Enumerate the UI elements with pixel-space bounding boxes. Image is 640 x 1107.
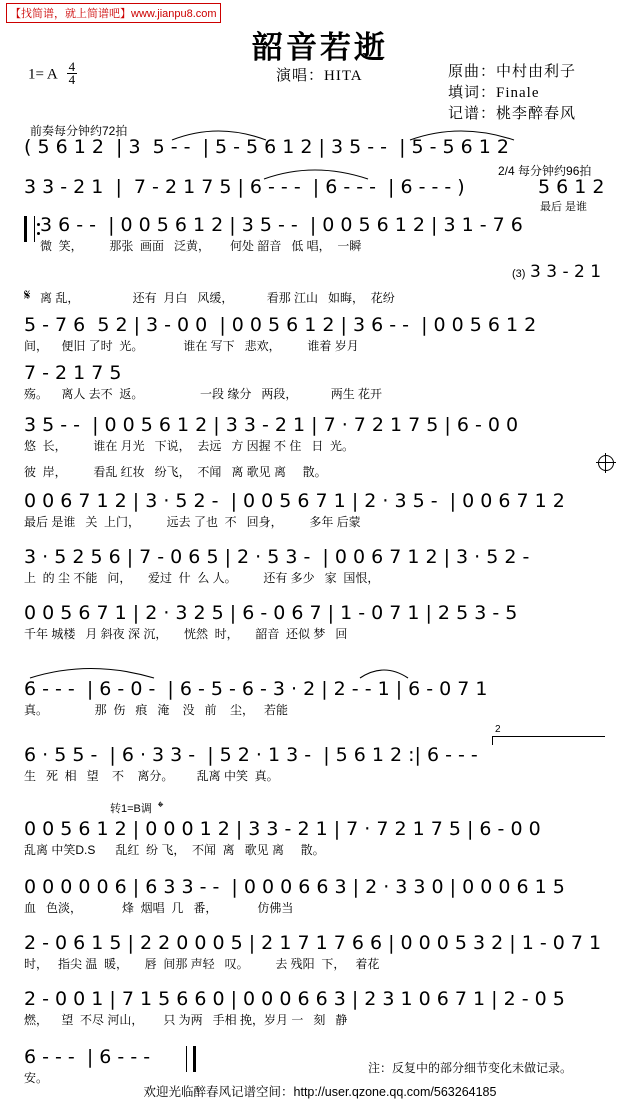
slur-mark [170,124,270,142]
music-notation: 0 0 6 7 1 2 | 3 · 5 2 - | 0 0 5 6 7 1 | 2 · 3 5 - | 0 0 6 7 1 2 [24,490,565,512]
credits-block [448,62,576,125]
coda-icon [598,455,614,471]
music-notation: 7 - 2 1 7 5 [24,362,122,384]
segno-sign: 𝄋 [24,286,31,304]
lyrics-verse-1: 悠 长， 谁在 月光 下说， 去远 方 因握 不 住 日 光。 [24,439,355,453]
music-row-2b [24,362,618,402]
music-notation: 6 · 5 5 - | 6 · 3 3 - | 5 2 · 1 3 - | 5 6 1 2 :| 6 - - - [24,744,478,766]
lyrics-verse-2: 彼 岸， 看乱 红妆 纷飞， 不闻 离 歌见 离 散。 [24,465,327,479]
credit-original: 原曲：中村由利子 [448,64,577,80]
footer-link[interactable]: 欢迎光临醉春风记谱空间：http://user.qzone.qq.com/563264185 [143,1085,497,1099]
page-title: 韶音若逝 [252,30,388,66]
repeat-start-barline [24,216,35,242]
key-signature [28,59,77,88]
lyrics-line: 上 的 尘 不能 问， 爱过 什 么 人。 还有 多少 家 国恨， [24,571,380,585]
music-row-prelude-1 [24,136,618,158]
lyrics-line: 乱离 中笑D.S 乱红 纷 飞， 不闻 离 歌见 离 散。 [24,843,325,857]
ending-number: 2 [495,724,501,735]
lyrics-verse-1: 微 笑， 那张 画面 泛黄， 何处 韶音 低 唱， 一瞬 [40,239,362,253]
music-row-2 [24,314,618,354]
site-banner: 【找简谱，就上简谱吧】www.jianpu8.com [6,3,221,23]
music-row-1b [40,288,620,306]
modulation-note: 转1=B调 [110,803,152,815]
lyrics-verse-2: 殇。 离人 去不 返。 一段 缘分 两段， 两生 花开 [24,387,383,401]
lyrics-line: 血 色淡， 烽 烟唱 几 番， 仿佛当 [24,901,294,915]
lyrics-line: 最后 是谁 关 上门， 远去 了也 不 回身， 多年 后蒙 [24,515,361,529]
time-signature-numerator: 4 [68,59,76,74]
music-notation: 2 - 0 0 1 | 7 1 5 6 6 0 | 0 0 0 6 6 3 | 2 3 1 0 6 7 1 | 2 - 0 5 [24,988,565,1010]
final-barline [186,1046,196,1072]
music-row-6 [24,602,618,642]
lyrics-line: 燃， 望 不尽 河山， 只 为两 手相 挽，岁月 一 刻 静 [24,1013,348,1027]
music-notation: 2 - 0 6 1 5 | 2 2 0 0 0 5 | 2 1 7 1 7 6 6 | 0 0 0 5 3 2 | 1 - 0 7 1 [24,932,602,954]
music-row-3b [24,462,618,480]
time-signature [67,61,78,87]
music-notation: 3 5 - - | 0 0 5 6 1 2 | 3 3 - 2 1 | 7 · 7 2 1 7 5 | 6 - 0 0 [24,414,519,436]
music-row-3 [24,414,618,454]
music-row-1 [40,214,620,254]
lyrics-verse-2: 离 乱， 还有 月白 风缓， 看那 江山 如晦， 花纷 [40,291,395,305]
lyrics-line: 千年 城楼 月 斜夜 深 沉， 恍然 时， 韶音 还似 梦 回 [24,627,348,641]
lyrics-line: 时， 指尖 温 暖， 唇 间那 声轻 叹。 去 残阳 下， 着花 [24,957,380,971]
lyrics-verse-1: 间， 便旧 了时 光。 谁在 写下 悲欢， 谁着 岁月 [24,339,359,353]
coda-symbol-icon: 𝄌 [158,798,164,816]
time-signature-denominator: 4 [68,72,76,88]
credit-notator: 记谱：桃李醉春风 [448,106,577,122]
footnote: 注：反复中的部分细节变化未做记录。 [368,1061,573,1075]
music-notation: 3 · 5 2 5 6 | 7 - 0 6 5 | 2 · 5 3 - | 0 0 6 7 1 2 | 3 · 5 2 - [24,546,530,568]
music-notation: 0 0 0 0 0 6 | 6 3 3 - - | 0 0 0 6 6 3 | 2 · 3 3 0 | 0 0 0 6 1 5 [24,876,565,898]
music-row-4 [24,490,618,530]
music-row-9 [24,818,618,858]
music-notation: 6 - - - | 6 - 0 - | 6 - 5 - 6 - 3 · 2 | 2 - - 1 | 6 - 0 7 1 [24,678,488,700]
music-notation: ( 5 6 1 2 | 3 5 - - | 5 - 5 6 1 2 | 3 5 - - | 5 - 5 6 1 2 [24,136,510,158]
tempo-2-4-note: 2/4 每分钟约96拍 [498,164,592,178]
music-row-7 [24,678,618,718]
credit-lyricist: 填词：Finale [448,85,540,101]
music-notation-alt: 3 3 - 2 1 [530,262,602,282]
singer-credit: 演唱：HITA [276,68,363,84]
slur-mark [408,124,518,142]
music-notation: 0 0 5 6 7 1 | 2 · 3 2 5 | 6 - 0 6 7 | 1 - 0 7 1 | 2 5 3 - 5 [24,602,518,624]
lyrics-line: 安。 [24,1071,49,1085]
lyrics-line: 生 死 相 望 不 离分。 乱离 中笑 真。 [24,769,279,783]
music-notation: 5 - 7 6 5 2 | 3 - 0 0 | 0 0 5 6 1 2 | 3 6 - - | 0 0 5 6 1 2 [24,314,537,336]
verse-marker: (3) [512,268,526,280]
key-label: 1= A [28,66,57,83]
pickup-notes: 5 6 1 2 [538,176,605,198]
music-notation: 0 0 5 6 1 2 | 0 0 0 1 2 | 3 3 - 2 1 | 7 · 7 2 1 7 5 | 6 - 0 0 [24,818,541,840]
lyrics-line: 真。 那 伤 痕 淹 没 前 尘， 若能 [24,703,289,717]
music-row-8 [24,744,618,784]
music-row-5 [24,546,618,586]
music-row-11 [24,932,618,972]
slur-mark [262,163,372,181]
prelude-tempo-note: 前奏每分钟约72拍 [30,124,128,138]
music-notation: 3 6 - - | 0 0 5 6 1 2 | 3 5 - - | 0 0 5 6 1 2 | 3 1 - 7 6 [40,214,523,236]
music-row-12 [24,988,618,1028]
slur-mark [28,660,158,680]
music-row-10 [24,876,618,916]
pickup-lyric: 最后 是谁 [540,201,588,213]
music-notation: 6 - - - | 6 - - - [24,1046,151,1068]
music-notation: 3 3 - 2 1 | 7 - 2 1 7 5 | 6 - - - | 6 - - - | 6 - - - ) [24,176,465,198]
